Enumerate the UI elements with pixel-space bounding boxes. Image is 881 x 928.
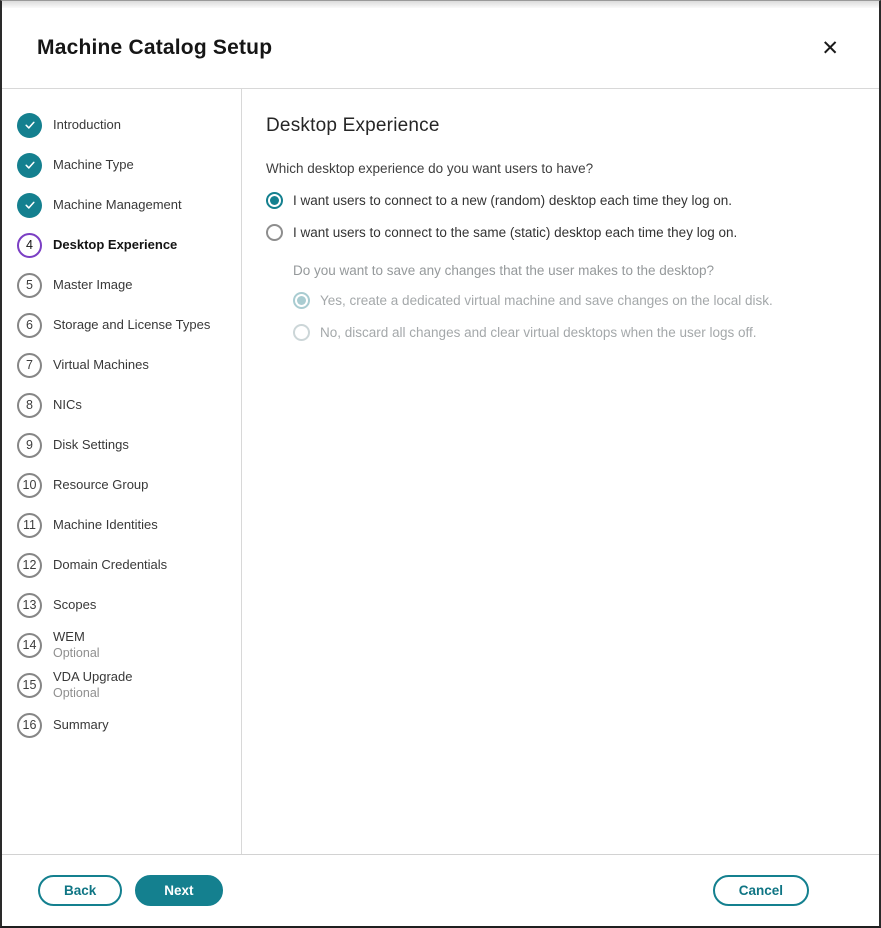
step-number: 13 <box>17 593 42 618</box>
step-label <box>53 628 100 662</box>
radio-option-i-want-users-to-connect-to-a-new-random-[interactable] <box>266 191 849 211</box>
step-label-text: Desktop Experience <box>53 237 178 253</box>
step-number: 11 <box>17 513 42 538</box>
step-label-text: Disk Settings <box>53 437 129 453</box>
step-label-text: Introduction <box>53 117 121 133</box>
step-label <box>53 436 129 454</box>
step-label-text: Machine Type <box>53 157 134 173</box>
step-label-text: WEM <box>53 628 85 644</box>
step-sublabel-text: Optional <box>53 646 100 661</box>
step-number: 10 <box>17 473 42 498</box>
step-label <box>53 396 82 414</box>
step-number: 6 <box>17 313 42 338</box>
step-label <box>53 596 96 614</box>
step-number: 5 <box>17 273 42 298</box>
check-icon <box>17 113 42 138</box>
step-label-text: Storage and License Types <box>53 317 211 333</box>
step-label <box>53 156 134 174</box>
step-label <box>53 668 133 702</box>
step-label-text: Master Image <box>53 277 133 293</box>
radio-option-yes-create-a-dedicated-virtual-machine-a <box>293 291 849 311</box>
sidebar-step-virtual-machines[interactable] <box>2 345 241 385</box>
sidebar-step-nics[interactable] <box>2 385 241 425</box>
step-label-text: Resource Group <box>53 477 149 493</box>
step-label-text: Virtual Machines <box>53 357 149 373</box>
step-label <box>53 716 109 734</box>
wizard-step-list <box>2 89 242 854</box>
step-number: 8 <box>17 393 42 418</box>
step-number: 9 <box>17 433 42 458</box>
sidebar-step-wem[interactable] <box>2 625 241 665</box>
close-icon[interactable]: ✕ <box>817 34 843 63</box>
dialog-header <box>2 8 879 89</box>
sidebar-step-master-image[interactable] <box>2 265 241 305</box>
step-label <box>53 356 149 374</box>
desktop-experience-question: Which desktop experience do you want users to have? <box>266 161 594 176</box>
radio-option-label: I want users to connect to the same (static) desktop each time they log on. <box>293 224 738 240</box>
step-label <box>53 316 210 334</box>
check-icon <box>17 193 42 218</box>
radio-icon[interactable] <box>266 192 283 209</box>
radio-option-no-discard-all-changes-and-clear-virtual <box>293 323 849 343</box>
sidebar-step-machine-type[interactable] <box>2 145 241 185</box>
step-label-text: Domain Credentials <box>53 557 168 573</box>
sidebar-step-desktop-experience[interactable] <box>2 225 241 265</box>
step-label-text: VDA Upgrade <box>53 668 133 684</box>
dialog-title: Machine Catalog Setup <box>37 36 273 59</box>
step-label <box>53 516 158 534</box>
step-number: 15 <box>17 673 42 698</box>
sidebar-step-scopes[interactable] <box>2 585 241 625</box>
check-icon <box>17 153 42 178</box>
sidebar-step-disk-settings[interactable] <box>2 425 241 465</box>
sidebar-step-resource-group[interactable] <box>2 465 241 505</box>
radio-icon[interactable] <box>266 224 283 241</box>
dialog-body <box>2 89 879 854</box>
step-label <box>53 116 121 134</box>
next-button[interactable]: Next <box>135 875 222 906</box>
sidebar-step-machine-management[interactable] <box>2 185 241 225</box>
save-changes-section <box>293 263 849 342</box>
step-number: 14 <box>17 633 42 658</box>
step-label-text: NICs <box>53 397 82 413</box>
step-label <box>53 476 148 494</box>
desktop-experience-options <box>266 191 849 242</box>
sidebar-step-domain-credentials[interactable] <box>2 545 241 585</box>
step-label <box>53 556 167 574</box>
step-label-text: Summary <box>53 717 109 733</box>
step-label <box>53 236 177 254</box>
step-number: 16 <box>17 713 42 738</box>
step-sublabel-text: Optional <box>53 686 100 701</box>
step-label <box>53 276 132 294</box>
step-number: 4 <box>17 233 42 258</box>
radio-icon <box>293 324 310 341</box>
back-button[interactable]: Back <box>38 875 122 906</box>
radio-option-i-want-users-to-connect-to-the-same-stat[interactable] <box>266 223 849 243</box>
step-label-text: Machine Identities <box>53 517 158 533</box>
radio-option-label: No, discard all changes and clear virtual desktops when the user logs off. <box>320 324 757 340</box>
sidebar-step-machine-identities[interactable] <box>2 505 241 545</box>
page-title: Desktop Experience <box>266 115 440 136</box>
sidebar-step-introduction[interactable] <box>2 105 241 145</box>
cancel-button[interactable]: Cancel <box>713 875 809 906</box>
step-content <box>242 89 879 854</box>
sidebar-step-vda-upgrade[interactable] <box>2 665 241 705</box>
window-top-shadow <box>2 1 879 8</box>
sidebar-step-summary[interactable] <box>2 705 241 745</box>
step-number: 7 <box>17 353 42 378</box>
sidebar-step-storage-and-license-types[interactable] <box>2 305 241 345</box>
step-label <box>53 196 182 214</box>
step-label-text: Scopes <box>53 597 97 613</box>
step-number: 12 <box>17 553 42 578</box>
radio-option-label: Yes, create a dedicated virtual machine and save changes on the local disk. <box>320 293 773 309</box>
radio-option-label: I want users to connect to a new (random) desktop each time they log on. <box>293 193 732 208</box>
save-changes-options <box>293 291 849 342</box>
step-label-text: Machine Management <box>53 197 182 213</box>
save-changes-question: Do you want to save any changes that the user makes to the desktop? <box>293 263 715 279</box>
dialog-footer <box>2 854 879 926</box>
radio-icon <box>293 292 310 309</box>
